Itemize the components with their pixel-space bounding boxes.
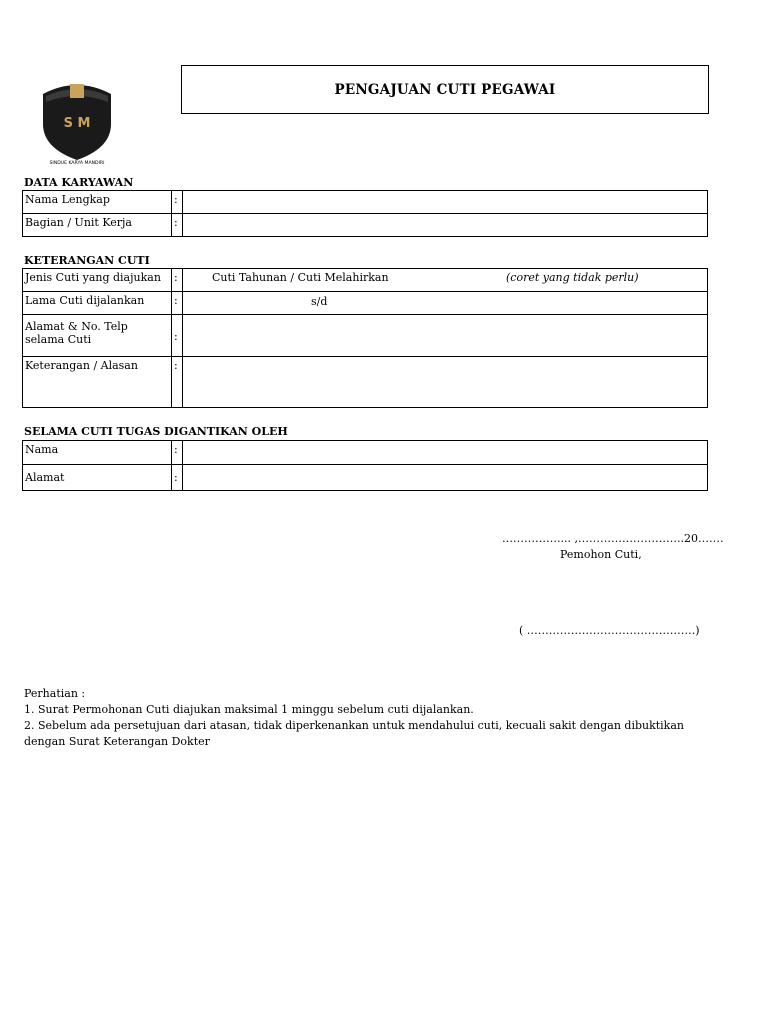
data-karyawan-table: [22, 190, 708, 237]
field-colon: :: [172, 214, 183, 237]
field-label-alamat: Alamat: [23, 465, 172, 491]
field-label-lama-cuti: Lama Cuti dijalankan: [23, 292, 172, 315]
section-title-pengganti: SELAMA CUTI TUGAS DIGANTIKAN OLEH: [24, 425, 288, 438]
field-label-bagian-unit: Bagian / Unit Kerja: [23, 214, 172, 237]
crown-block: [70, 84, 84, 98]
field-colon: :: [172, 357, 183, 408]
jenis-cuti-note: (coret yang tidak perlu): [506, 271, 639, 284]
field-label-keterangan-alasan: Keterangan / Alasan: [23, 357, 172, 408]
company-logo: [36, 74, 118, 166]
table-row: [23, 441, 708, 465]
notes-section: [24, 686, 714, 750]
field-colon: :: [172, 191, 183, 214]
field-label-nama: Nama: [23, 441, 172, 465]
signature-name-line: ( ……………………………………….): [519, 624, 700, 637]
field-colon: :: [172, 269, 183, 292]
nama-lengkap-field[interactable]: [183, 191, 708, 214]
keterangan-cuti-table: [22, 268, 708, 408]
logo-monogram: S M: [63, 116, 91, 131]
table-row: [23, 465, 708, 491]
table-row: [23, 357, 708, 408]
table-row: [23, 292, 708, 315]
field-label-nama-lengkap: Nama Lengkap: [23, 191, 172, 214]
section-title-data-karyawan: DATA KARYAWAN: [24, 176, 134, 189]
note-item: 1. Surat Permohonan Cuti diajukan maksimal 1 minggu sebelum cuti dijalankan.: [24, 703, 474, 716]
lama-cuti-field[interactable]: [183, 292, 708, 315]
signature-role: Pemohon Cuti,: [560, 548, 642, 561]
field-label-alamat-telp: Alamat & No. Telp selama Cuti: [23, 315, 172, 357]
jenis-cuti-field[interactable]: [183, 269, 708, 292]
form-title: PENGAJUAN CUTI PEGAWAI: [334, 81, 556, 98]
logo-tagline: SINDUE KARYA MANDIRI: [49, 161, 105, 166]
jenis-cuti-options: Cuti Tahunan / Cuti Melahirkan: [212, 271, 389, 284]
table-row: [23, 191, 708, 214]
nama-pengganti-field[interactable]: [183, 441, 708, 465]
keterangan-alasan-field[interactable]: [183, 357, 708, 408]
table-row: [23, 214, 708, 237]
field-colon: :: [172, 292, 183, 315]
field-colon: :: [172, 465, 183, 491]
form-title-box: [181, 65, 709, 114]
alamat-pengganti-field[interactable]: [183, 465, 708, 491]
field-label-jenis-cuti: Jenis Cuti yang diajukan: [23, 269, 172, 292]
lama-cuti-sd: s/d: [311, 295, 328, 308]
table-row: [23, 269, 708, 292]
bagian-unit-field[interactable]: [183, 214, 708, 237]
alamat-telp-field[interactable]: [183, 315, 708, 357]
field-colon: :: [172, 441, 183, 465]
section-title-keterangan-cuti: KETERANGAN CUTI: [24, 254, 150, 267]
table-row: [23, 315, 708, 357]
note-item: 2. Sebelum ada persetujuan dari atasan, tidak diperkenankan untuk mendahului cuti, kecuali sakit dengan dibuktikan dengan Surat Keterangan Dokter: [24, 719, 684, 748]
pengganti-table: [22, 440, 708, 491]
signature-place-date: …………….... ,………………………..20…….: [502, 532, 724, 545]
field-colon: :: [172, 315, 183, 357]
notes-heading: Perhatian :: [24, 687, 86, 700]
